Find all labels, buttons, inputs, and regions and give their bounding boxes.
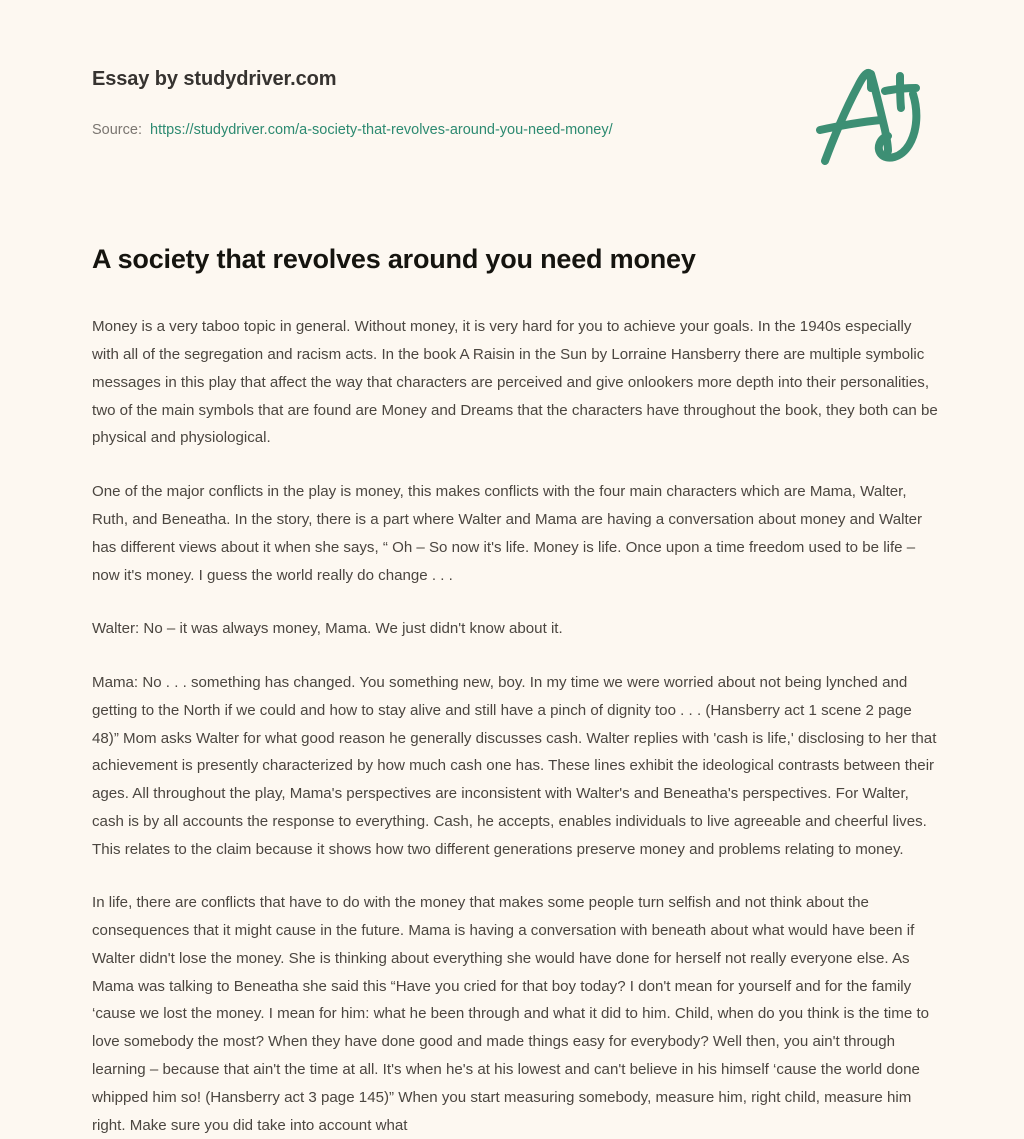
paragraph: Mama: No . . . something has changed. You something new, boy. In my time we were worried about not being lynched and getting to the North if we could and how to stay alive and still have a pinch of dignity too . . . (Hansberry act 1 scene 2 page 48)” Mom asks Walter for what good reason he generally discusses cash. Walter replies with 'cash is life,' disclosing to her that achievement is presently characterized by how much cash one has. These lines exhibit the ideological contrasts between their ages. All throughout the play, Mama's perspectives are inconsistent with Walter's and Beneatha's perspectives. For Walter, cash is by all accounts the response to everything. Cash, he accepts, enables individuals to live agreeable and cheerful lives. This relates to the claim because it shows how two different generations preserve money and problems relating to money. — [92, 674, 937, 858]
source-url-link[interactable]: https://studydriver.com/a-society-that-revolves-around-you-need-money/ — [150, 122, 613, 138]
page-header — [0, 0, 1024, 200]
source-line — [92, 122, 613, 138]
page-title: A society that revolves around you need money — [92, 244, 696, 274]
source-label: Source: — [92, 122, 142, 138]
paragraph: Money is a very taboo topic in general. Without money, it is very hard for you to achieve your goals. In the 1940s especially with all of the segregation and racism acts. In the book A Raisin in the Sun by Lorraine Hansberry there are multiple symbolic messages in this play that affect the way that characters are perceived and give onlookers more depth into their personalities, two of the main symbols that are found are Money and Dreams that the characters have throughout the book, they both can be physical and physiological. — [92, 318, 938, 447]
article-container — [92, 243, 938, 1139]
article-body — [92, 313, 938, 1139]
paragraph: In life, there are conflicts that have to do with the money that makes some people turn selfish and not think about the consequences that it might cause in the future. Mama is having a conversation with beneath about what would have been if Walter didn't lose the money. She is thinking about everything she would have done for herself not really everyone else. As Mama was talking to Beneatha she said this “Have you cried for that boy today? I don't mean for yourself and for the family ‘cause we lost the money. I mean for him: what he been through and what it did to him. Child, when do you think is the time to love somebody the most? When they have done good and made things easy for everybody? Well then, you ain't through learning – because that ain't the time at all. It's when he's at his lowest and can't believe in his himself ‘cause the world done whipped him so! (Hansberry act 3 page 145)” When you start measuring somebody, measure him, right child, measure him right. Make sure you did take into account what — [92, 894, 930, 1134]
paragraph: Walter: No – it was always money, Mama. We just didn't know about it. — [92, 620, 563, 638]
paragraph: One of the major conflicts in the play is money, this makes conflicts with the four main characters which are Mama, Walter, Ruth, and Beneatha. In the story, there is a part where Walter and Mama are having a conversation about money and Walter has different views about it when she says, “ Oh – So now it's life. Money is life. Once upon a time freedom used to be life – now it's money. I guess the world really do change . . . — [92, 483, 923, 584]
brand-title: Essay by studydriver.com — [92, 68, 337, 90]
a-plus-logo-icon — [812, 58, 928, 170]
